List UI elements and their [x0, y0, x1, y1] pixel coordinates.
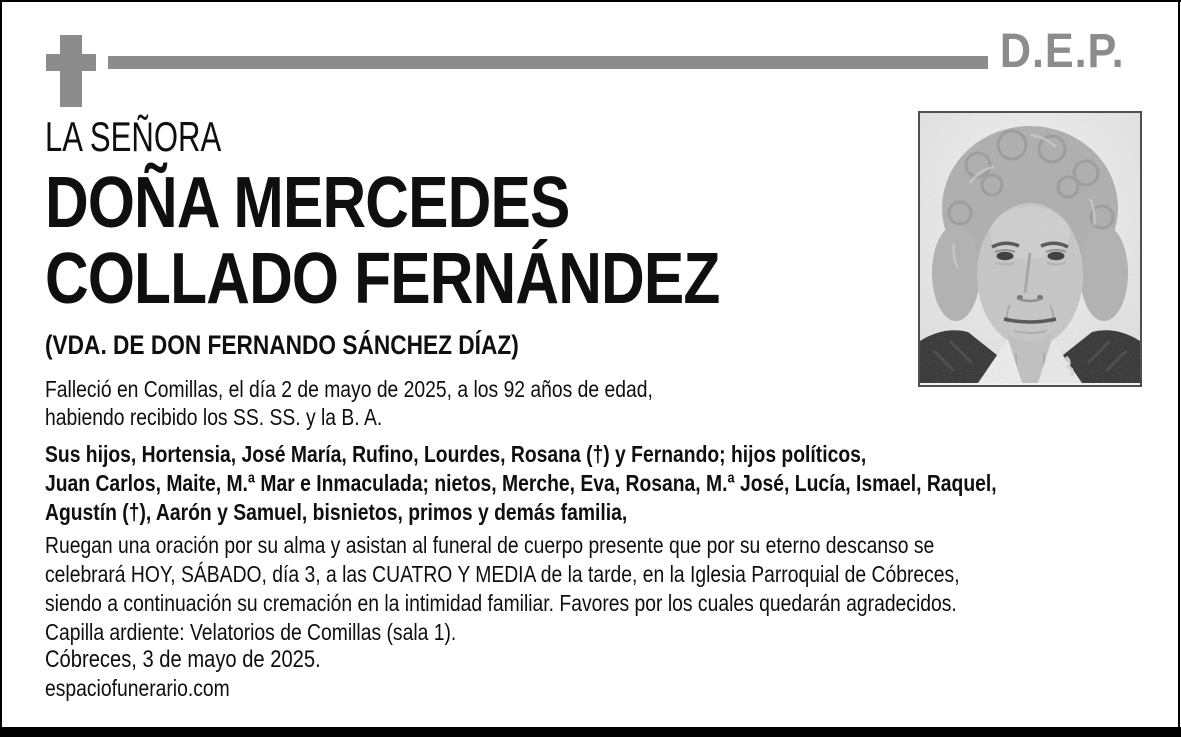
funeral-home-website: espaciofunerario.com [45, 675, 230, 701]
funeral-announcement-line: siendo a continuación su cremación en la intimidad familiar. Favores por los cuales quedarán agradecidos. [45, 590, 957, 616]
death-notice [45, 375, 653, 431]
family-list-line: Juan Carlos, Maite, M.ª Mar e Inmaculada; nietos, Merche, Eva, Rosana, M.ª José, Lucía, Ismael, Raquel, [45, 470, 997, 496]
death-notice-line: habiendo recibido los SS. SS. y la B. A. [45, 404, 383, 430]
card-border-right [1178, 0, 1180, 737]
cross-horizontal-bar [46, 54, 96, 71]
family-list-line: Sus hijos, Hortensia, José María, Rufino, Lourdes, Rosana (†) y Fernando; hijos políticos, [45, 441, 867, 467]
dep-label: D.E.P. [1000, 25, 1125, 78]
card-border-left [0, 0, 2, 737]
death-notice-line: Falleció en Comillas, el día 2 de mayo de 2025, a los 92 años de edad, [45, 376, 653, 402]
funeral-announcement-line: celebrará HOY, SÁBADO, día 3, a las CUATRO Y MEDIA de la tarde, en la Iglesia Parroquial de Cóbreces, [45, 561, 960, 587]
place-date-line: Cóbreces, 3 de mayo de 2025. [45, 646, 321, 673]
family-list [45, 440, 997, 527]
deceased-name-line2: COLLADO FERNÁNDEZ [45, 239, 720, 319]
family-list-line: Agustín (†), Aarón y Samuel, bisnietos, primos y demás familia, [45, 499, 628, 525]
card-border-top [0, 0, 1181, 2]
portrait-illustration [920, 113, 1140, 383]
header-rule [108, 56, 988, 69]
widow-of-line: (VDA. DE DON FERNANDO SÁNCHEZ DÍAZ) [45, 330, 519, 360]
honorific-label: LA SEÑORA [45, 113, 222, 160]
card-border-bottom [0, 727, 1181, 737]
deceased-name-line1: DOÑA MERCEDES [45, 163, 570, 243]
funeral-announcement-line: Capilla ardiente: Velatorios de Comillas (sala 1). [45, 619, 457, 645]
cross-vertical-bar [60, 35, 82, 107]
funeral-announcement-line: Ruegan una oración por su alma y asistan al funeral de cuerpo presente que por su eterno descanso se [45, 532, 935, 558]
deceased-photo [918, 111, 1142, 387]
funeral-announcement [45, 531, 960, 647]
